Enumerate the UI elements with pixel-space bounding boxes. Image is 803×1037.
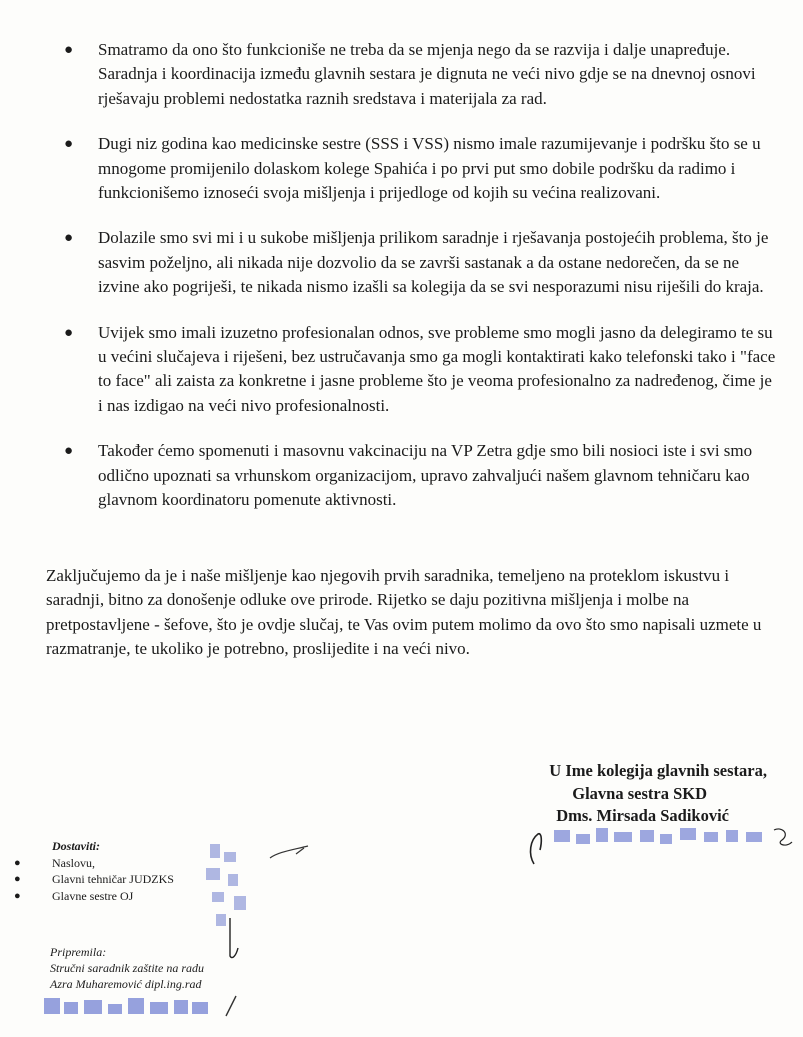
prepared-by-heading: Pripremila:	[50, 945, 107, 959]
bullet-icon: ●	[14, 889, 21, 902]
signature-line-2: Glavna sestra SKD	[572, 783, 707, 803]
list-item: ● Dugi niz godina kao medicinske sestre (SSS i VSS) nismo imale razumijevanje i podršku što se u mnogome promijenilo dolaskom kolege Spahića i po prvi put smo dobile podršku da radimo i funkcionišemo iznoseći svoja mišljenja i prijedloge od kojih su većina realizovani.	[64, 134, 761, 203]
list-item: ● Glavni tehničar JUDZKS	[14, 872, 174, 886]
bullet-icon: ●	[14, 856, 21, 869]
distribution-list	[10, 838, 174, 904]
signature-line-1: U Ime kolegija glavnih sestara,	[549, 761, 767, 780]
bullet-icon: ●	[64, 42, 74, 58]
bullet-icon: ●	[64, 136, 74, 153]
signature-block	[507, 760, 767, 828]
list-item: ● Smatramo da ono što funkcioniše ne treba da se mjenja nego da se razvija i dalje unapređuje. Saradnja i koordinacija između glavnih sestara je dignuta ne veći nivo gdje se na dnevnoj osnovi rješavaju problemi nedostatka raznih sredstava i materijala za rad.	[64, 40, 756, 108]
bullet-list	[58, 38, 778, 534]
redacted-stamp-icon	[200, 838, 330, 968]
prepared-by-line-2: Azra Muharemović dipl.ing.rad	[50, 977, 202, 991]
list-item: ● Također ćemo spomenuti i masovnu vakcinaciju na VP Zetra gdje smo bili nosioci iste i svi smo odlično upoznati sa vrhunskom organizacijom, upravo zahvaljući našem glavnom tehničaru kao glavnom koordinatoru pomenute aktivnosti.	[64, 441, 753, 510]
bullet-icon: ●	[64, 324, 74, 341]
bullet-icon: ●	[14, 873, 21, 885]
list-item: ● Dolazile smo svi mi i u sukobe mišljenja prilikom saradnje i rješavanja postojećih problema, što je sasvim poželjno, ali nikada nije dozvolio da se završi sastanak a da ostane nedorečen, da se ne izvine ako pogriješi, te nikada nismo izašli sa kolegija da se svi nesporazumi nisu riješili do kraja.	[64, 228, 769, 297]
list-item: ● Uvijek smo imali izuzetno profesionalan odnos, sve probleme smo mogli jasno da delegiramo te su u većini slučajeva i riješeni, bez ustručavanja smo ga mogli kontaktirati kako telefonski tako i "face to face" ali zaista za konkretne i jasne probleme što je veoma profesionalno za nadređenog, čime je i nas izdigao na veći nivo profesionalnosti.	[64, 322, 776, 415]
list-item: ● Naslovu,	[14, 855, 95, 870]
list-item: ● Glavne sestre OJ	[14, 888, 134, 903]
redacted-signature-icon	[40, 990, 260, 1030]
conclusion-paragraph: Zaključujemo da je i naše mišljenje kao njegovih prvih saradnika, temeljeno na proteklom iskustvu i saradnji, bitno za donošenje odluke ove prirode. Rijetko se daju pozitivna mišljenja i molbe na pretpostavljene - šefove, što je ovdje slučaj, te Vas ovim putem molimo da ovo što smo napisali uzmete u razmatranje, te ukoliko je potrebno, proslijedite i na veći nivo.	[46, 566, 762, 659]
distribution-heading: Dostaviti:	[52, 839, 100, 853]
bullet-icon: ●	[64, 230, 74, 247]
signature-line-3: Dms. Mirsada Sadiković	[556, 806, 729, 825]
bullet-icon: ●	[64, 443, 74, 460]
prepared-by-line-1: Stručni saradnik zaštite na radu	[50, 961, 205, 975]
prepared-by-block	[50, 944, 204, 992]
